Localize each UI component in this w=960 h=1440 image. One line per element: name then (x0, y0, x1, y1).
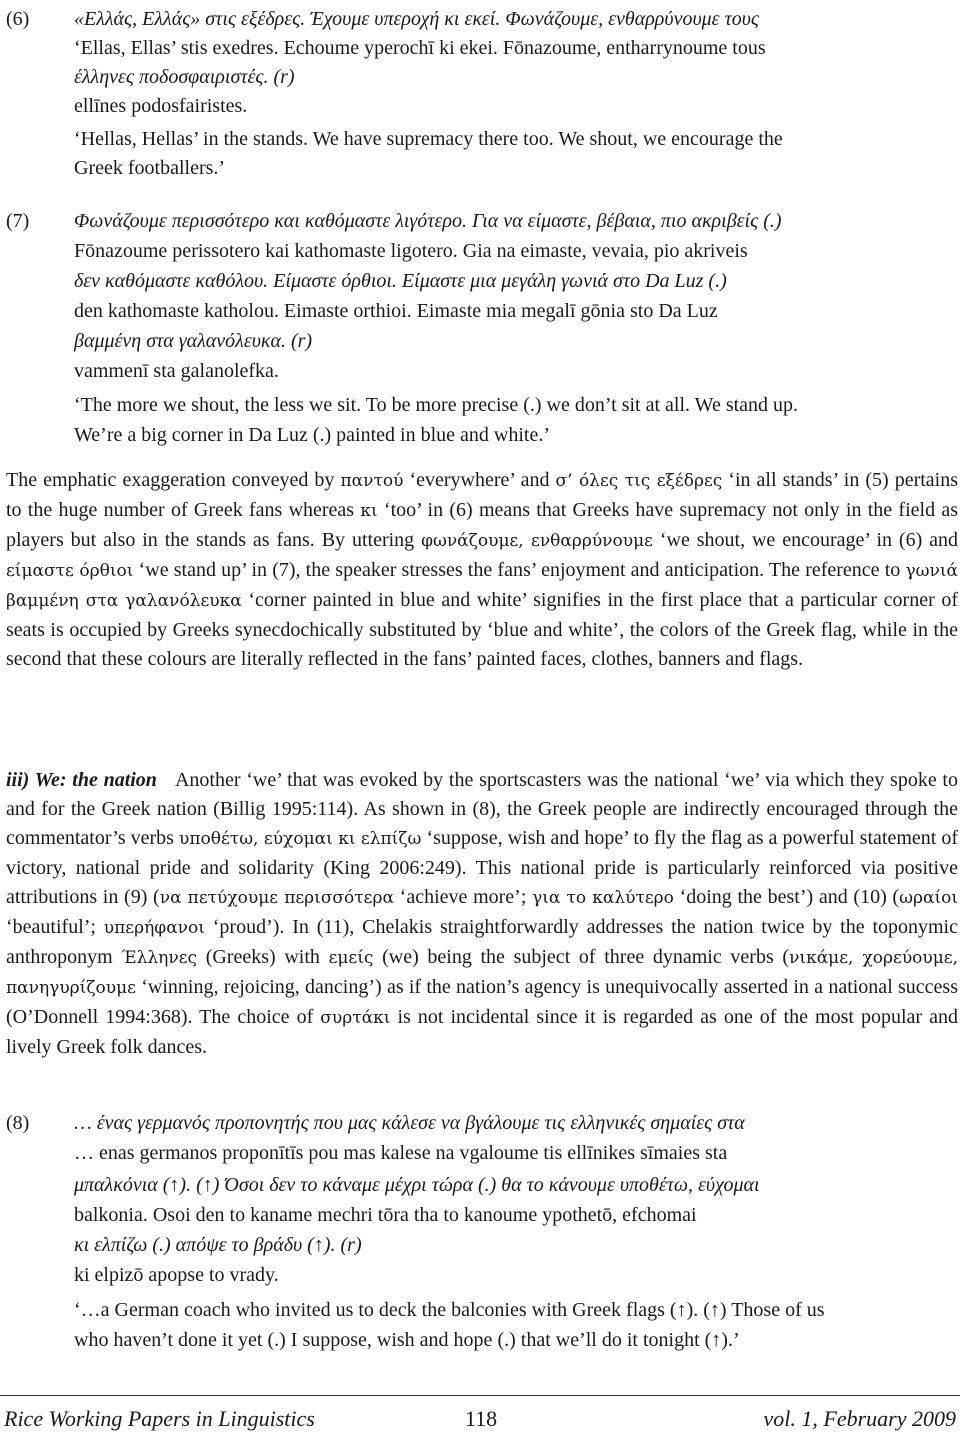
greek-line: έλληνες ποδοσφαιριστές. (r) (74, 66, 295, 88)
text-run: ‘in all stands’ in (5) pertains to the huge number of Greek fans whereas (6, 469, 959, 521)
example-number: (6) (6, 8, 30, 30)
text-run: ‘too’ in (6) means that Greeks have supremacy not only in the field as players but also in the stands as fans. By uttering (6, 499, 958, 551)
transliteration-line: ellīnes podosfairistes. (74, 95, 248, 117)
translation-line: who haven’t done it yet (.) I suppose, wish and hope (.) that we’ll do it tonight (↑).’ (74, 1329, 740, 1351)
greek-term: σ’ όλες τις εξέδρες (555, 471, 723, 491)
text-run: ‘everywhere’ and (403, 469, 556, 491)
text-run: ‘proud’). In (11), Chelakis straightforwardly addresses the nation twice by the toponymic anthroponym (6, 916, 958, 968)
transliteration-line: Fōnazoume perissotero kai kathomaste ligotero. Gia na eimaste, vevaia, pio akriveis (74, 240, 748, 262)
greek-term: συρτάκι (320, 1008, 391, 1028)
greek-line: κι ελπίζω (.) απόψε το βράδυ (↑). (r) (74, 1234, 362, 1256)
journal-title: Rice Working Papers in Linguistics (4, 1406, 315, 1431)
translation-line: ‘The more we shout, the less we sit. To be more precise (.) we don’t sit at all. We stand up. (74, 394, 799, 416)
text-run: ‘we shout, we encourage’ in (6) and (652, 529, 959, 551)
greek-line: δεν καθόμαστε καθόλου. Είμαστε όρθιοι. Είμαστε μια μεγάλη γωνιά στο Da Luz (.) (74, 270, 727, 292)
translation-line: ‘Hellas, Hellas’ in the stands. We have supremacy there too. We shout, we encourage the (74, 128, 783, 150)
example-number: (7) (6, 210, 30, 232)
text-run: ‘winning, rejoicing, dancing’) as if the nation’s agency is unequivocally asserted in a national success (O’Donnell 1994:368). The choice of (6, 976, 958, 1028)
text-run: ‘corner painted in blue and white’ signifies in the first place that a particular corner of seats is occupied by Greeks synecdochically substituted by ‘blue and white’, the colors of the Greek flag, while in the second that these colours are literally reflected in the fans’ painted faces, clothes, banners and flags. (6, 589, 959, 670)
greek-term: κι (360, 501, 378, 521)
text-run: ‘doing the best’) and (10) ( (673, 886, 900, 908)
greek-line: μπαλκόνια (↑). (↑) Όσοι δεν το κάναμε μέχρι τώρα (.) θα το κάνουμε υποθέτω, εύχομαι (74, 1174, 760, 1196)
text-run: The emphatic exaggeration conveyed by (6, 469, 341, 491)
text-run: is not incidental since it is regarded as one of the most popular and lively Greek folk dances. (6, 1006, 958, 1058)
body-paragraph (6, 466, 958, 674)
greek-term: Έλληνες (121, 948, 198, 968)
greek-term: φωνάζουμε, ενθαρρύνουμε (421, 531, 653, 551)
greek-term: γωνιά βαμμένη στα γαλανόλευκα (6, 561, 958, 611)
greek-term: για το καλύτερο (532, 888, 674, 908)
greek-term: είμαστε όρθιοι (6, 561, 134, 581)
greek-term: παντού (340, 471, 404, 491)
text-run: ‘suppose, wish and hope’ to fly the flag as a powerful statement of victory, national pride and solidarity (King 2006:249). This national pride is particularly reinforced via positive attributions in (9) ( (6, 827, 959, 908)
translation-line: ‘…a German coach who invited us to deck the balconies with Greek flags (↑). (↑) Those of us (74, 1299, 825, 1321)
translation-line: Greek footballers.’ (74, 157, 226, 179)
text-run: (we) being the subject of three dynamic verbs ( (373, 946, 790, 968)
greek-line: … ένας γερμανός προπονητής που μας κάλεσε να βγάλουμε τις ελληνικές σημαίες στα (74, 1112, 745, 1134)
greek-line: βαμμένη στα γαλανόλευκα. (r) (74, 330, 313, 352)
transliteration-line: … enas germanos proponītīs pou mas kalese na vgaloume tis ellīnikes sīmaies sta (74, 1142, 728, 1164)
greek-line: «Ελλάς, Ελλάς» στις εξέδρες. Έχουμε υπεροχή κι εκεί. Φωνάζουμε, ενθαρρύνουμε τους (74, 8, 760, 30)
greek-term: υποθέτω, εύχομαι κι ελπίζω (179, 829, 422, 849)
body-paragraph (6, 766, 958, 1062)
transliteration-line: den kathomaste katholou. Eimaste orthioi. Eimaste mia megalī gōnia sto Da Luz (74, 300, 718, 322)
text-run: ‘beautiful’; (6, 916, 104, 938)
greek-term: εμείς (328, 948, 374, 968)
example-number: (8) (6, 1112, 30, 1134)
page-number: 118 (465, 1406, 498, 1431)
volume-info: vol. 1, February 2009 (763, 1406, 956, 1431)
page-footer (0, 1402, 960, 1436)
transliteration-line: ‘Ellas, Ellas’ stis exedres. Echoume yperochī ki ekei. Fōnazoume, entharrynoume tous (74, 37, 766, 59)
footer-rule (0, 1395, 960, 1396)
greek-term: υπερήφανοι (103, 918, 205, 938)
transliteration-line: vammenī sta galanolefka. (74, 360, 279, 382)
text-run: Another ‘we’ that was evoked by the sportscasters was the national ‘we’ via which they spoke to and for the Greek nation (Billig 1995:114). As shown in (8), the Greek people are indirectly encouraged through the commentator’s verbs (6, 769, 958, 849)
section-heading: iii) We: the nation (6, 769, 157, 791)
text-run: ‘achieve more’; (393, 886, 533, 908)
transliteration-line: balkonia. Osoi den to kaname mechri tōra tha to kanoume ypothetō, efchomai (74, 1204, 697, 1226)
text-run: ‘we stand up’ in (7), the speaker stresses the fans’ enjoyment and anticipation. The reference to (133, 559, 906, 581)
greek-term: νικάμε, χορεύουμε, πανηγυρίζουμε (6, 948, 958, 998)
greek-term: να πετύχουμε περισσότερα (159, 888, 394, 908)
greek-line: Φωνάζουμε περισσότερο και καθόμαστε λιγότερο. Για να είμαστε, βέβαια, πιο ακριβείς (.) (74, 210, 782, 232)
text-run: (Greeks) with (197, 946, 329, 968)
translation-line: We’re a big corner in Da Luz (.) painted in blue and white.’ (74, 424, 550, 446)
transliteration-line: ki elpizō apopse to vrady. (74, 1264, 279, 1286)
greek-term: ωραίοι (899, 888, 959, 908)
